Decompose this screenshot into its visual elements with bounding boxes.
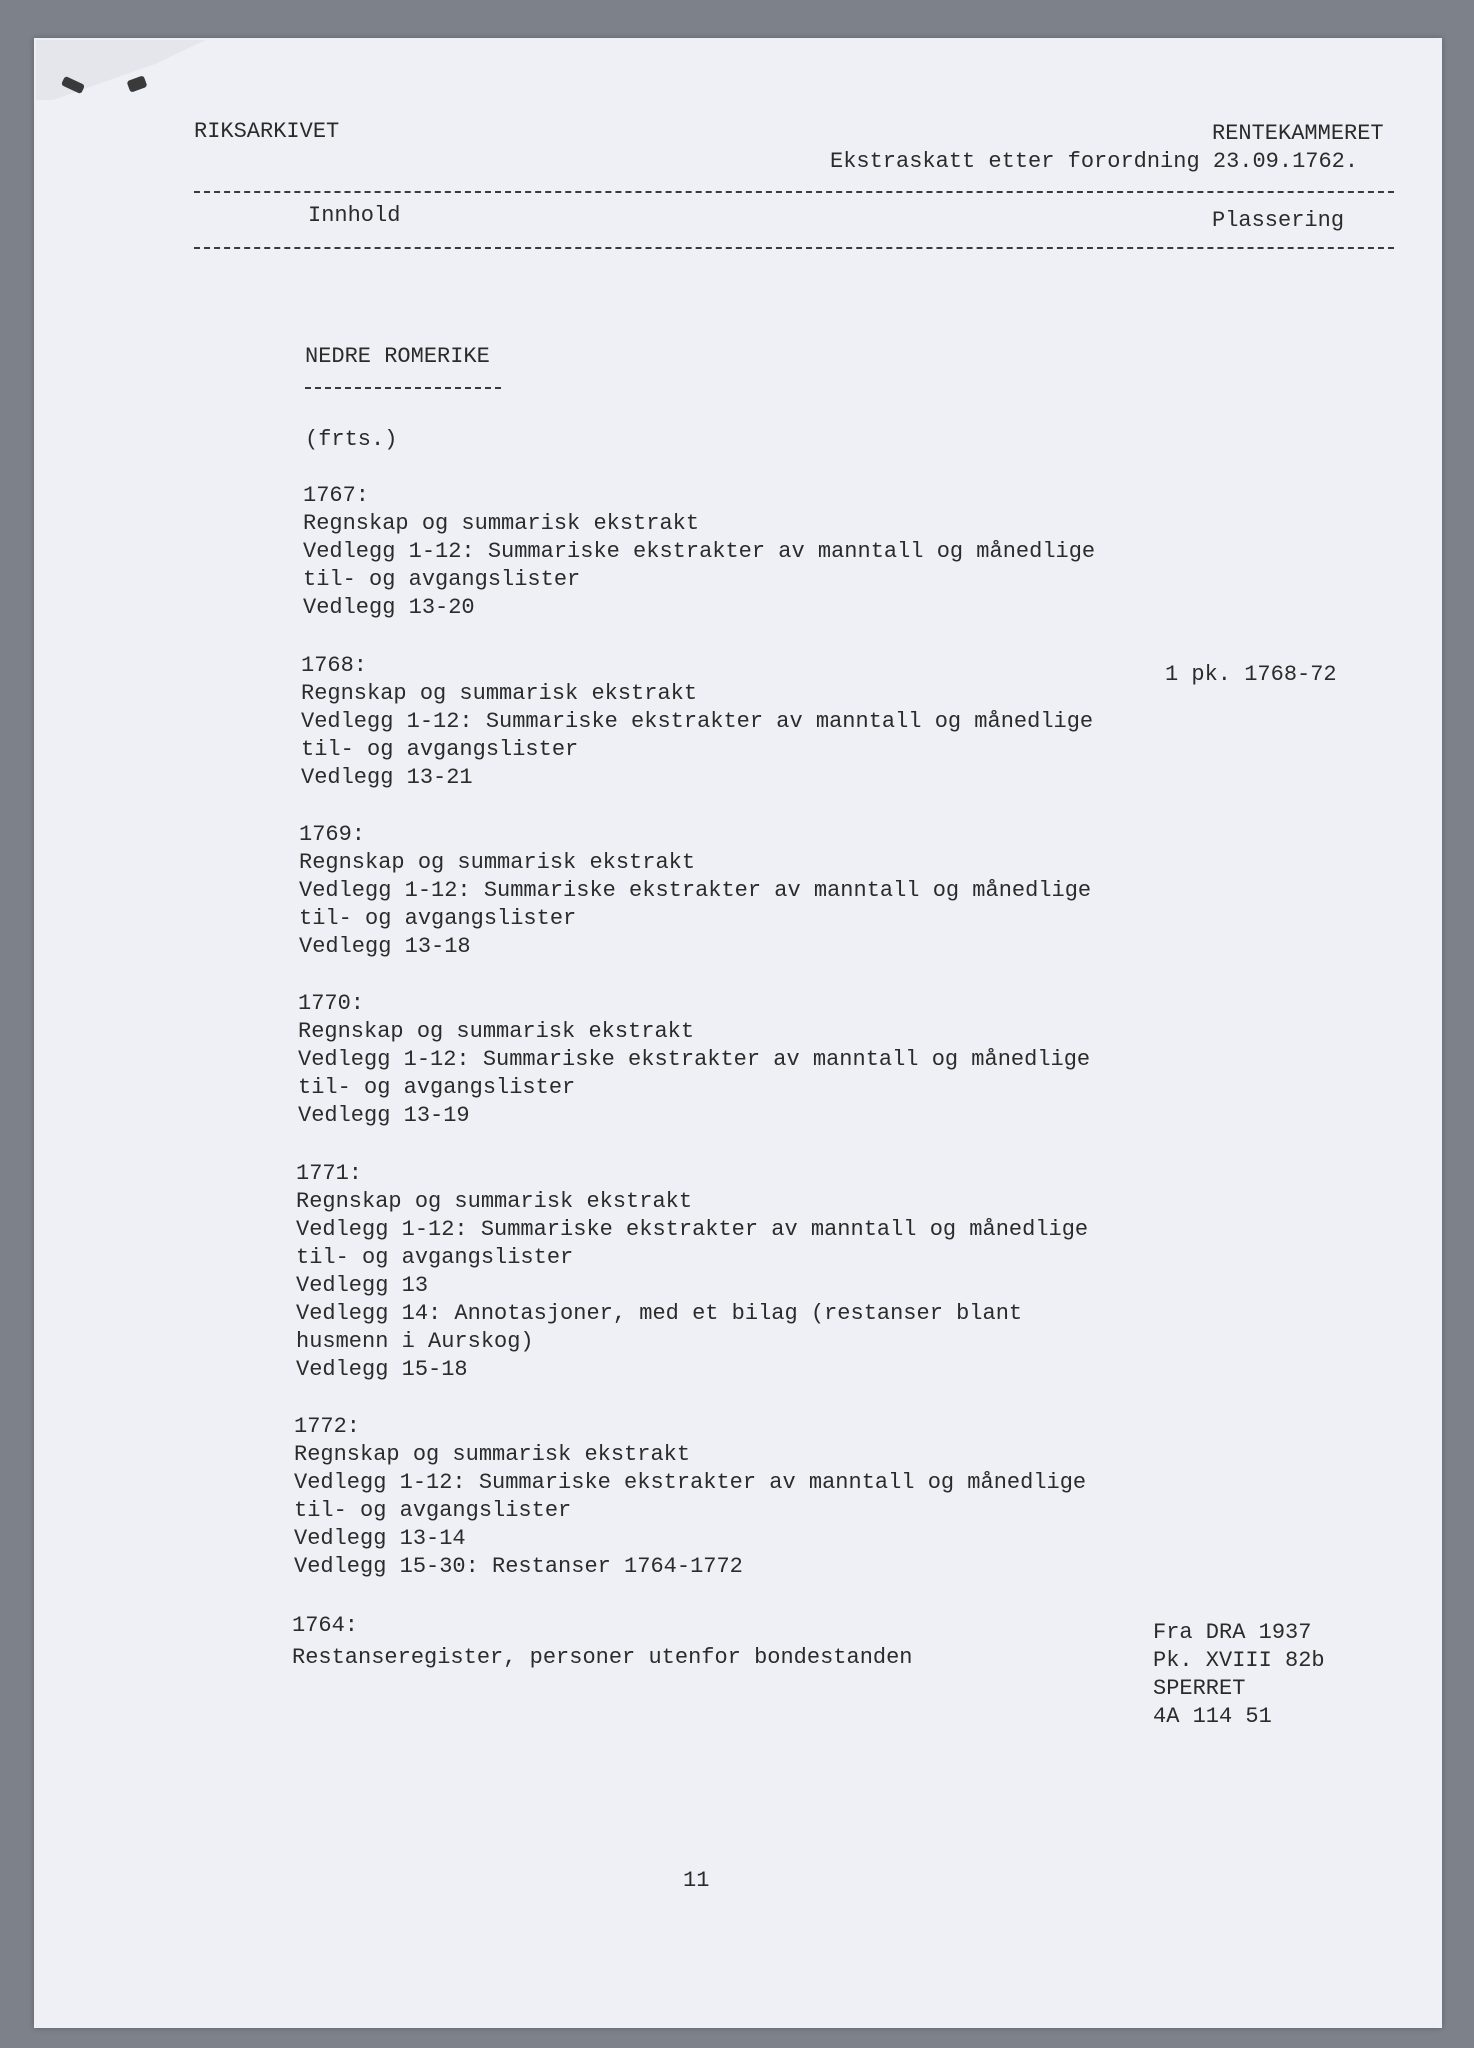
- header-rule: [194, 191, 1394, 193]
- column-header-contents: Innhold: [308, 203, 401, 228]
- entry-year: 1767:: [303, 483, 370, 508]
- entry-year: 1764:: [292, 1613, 359, 1638]
- entry-year: 1769:: [299, 822, 366, 847]
- entry-line: til- og avgangslister: [296, 1245, 574, 1270]
- entry-year: 1770:: [298, 991, 365, 1016]
- page-number: 11: [683, 1868, 710, 1893]
- entry-line: Vedlegg 1-12: Summariske ekstrakter av manntall og månedlige: [294, 1470, 1087, 1495]
- entry-line: Vedlegg 15-30: Restanser 1764-1772: [294, 1554, 743, 1579]
- entry-line: Vedlegg 15-18: [296, 1357, 468, 1382]
- entry-1772: [294, 1413, 1086, 1581]
- entry-year: 1772:: [294, 1414, 361, 1439]
- continued-note: (frts.): [305, 427, 398, 452]
- placement-final: [1153, 1619, 1325, 1731]
- entry-line: til- og avgangslister: [298, 1075, 576, 1100]
- document-subtitle: Ekstraskatt etter forordning 23.09.1762.: [830, 149, 1359, 174]
- section-title: NEDRE ROMERIKE: [305, 344, 490, 369]
- entry-line: Regnskap og summarisk ekstrakt: [303, 511, 700, 536]
- entry-line: til- og avgangslister: [294, 1498, 572, 1523]
- entry-1770: [298, 990, 1090, 1130]
- entry-1767: [303, 482, 1095, 622]
- entry-1771: [296, 1160, 1088, 1384]
- entry-line: Vedlegg 1-12: Summariske ekstrakter av manntall og månedlige: [296, 1217, 1089, 1242]
- entry-line: Regnskap og summarisk ekstrakt: [296, 1189, 693, 1214]
- section-underline: [305, 387, 501, 389]
- entry-line: Vedlegg 1-12: Summariske ekstrakter av manntall og månedlige: [301, 709, 1094, 734]
- entry-line: Vedlegg 13-14: [294, 1526, 466, 1551]
- placement-line: Fra DRA 1937: [1153, 1620, 1312, 1645]
- placement-line: Pk. XVIII 82b: [1153, 1648, 1325, 1673]
- entry-line: Regnskap og summarisk ekstrakt: [299, 850, 696, 875]
- entry-year: 1768:: [301, 653, 368, 678]
- entry-line: Vedlegg 1-12: Summariske ekstrakter av manntall og månedlige: [298, 1047, 1091, 1072]
- entry-line: Vedlegg 13-19: [298, 1103, 470, 1128]
- entry-1769: [299, 821, 1091, 961]
- entry-line: Vedlegg 1-12: Summariske ekstrakter av manntall og månedlige: [299, 878, 1092, 903]
- entry-line: Vedlegg 13-21: [301, 765, 473, 790]
- entry-line: til- og avgangslister: [301, 737, 579, 762]
- column-header-rule: [194, 247, 1394, 249]
- entry-line: Regnskap og summarisk ekstrakt: [298, 1019, 695, 1044]
- department-name: RENTEKAMMERET: [1212, 121, 1384, 146]
- column-header-placement: Plassering: [1212, 208, 1345, 233]
- entry-line: Regnskap og summarisk ekstrakt: [301, 681, 698, 706]
- placement-line: 4A 114 51: [1153, 1704, 1272, 1729]
- placement-line: SPERRET: [1153, 1676, 1246, 1701]
- entry-line: Vedlegg 13-20: [303, 595, 475, 620]
- placement-package: 1 pk. 1768-72: [1165, 662, 1337, 687]
- archive-name: RIKSARKIVET: [194, 119, 340, 144]
- entry-line: Vedlegg 13: [296, 1273, 429, 1298]
- entry-year: 1771:: [296, 1161, 363, 1186]
- entry-line: til- og avgangslister: [303, 567, 581, 592]
- entry-line: til- og avgangslister: [299, 906, 577, 931]
- entry-line: Vedlegg 13-18: [299, 934, 471, 959]
- entry-line: Vedlegg 1-12: Summariske ekstrakter av manntall og månedlige: [303, 539, 1096, 564]
- entry-1764: [292, 1610, 913, 1674]
- entry-line: Regnskap og summarisk ekstrakt: [294, 1442, 691, 1467]
- entry-1768: [301, 652, 1093, 792]
- entry-line: Restanseregister, personer utenfor bondestanden: [292, 1645, 913, 1670]
- entry-line: husmenn i Aurskog): [296, 1329, 534, 1354]
- entry-line: Vedlegg 14: Annotasjoner, med et bilag (restanser blant: [296, 1301, 1023, 1326]
